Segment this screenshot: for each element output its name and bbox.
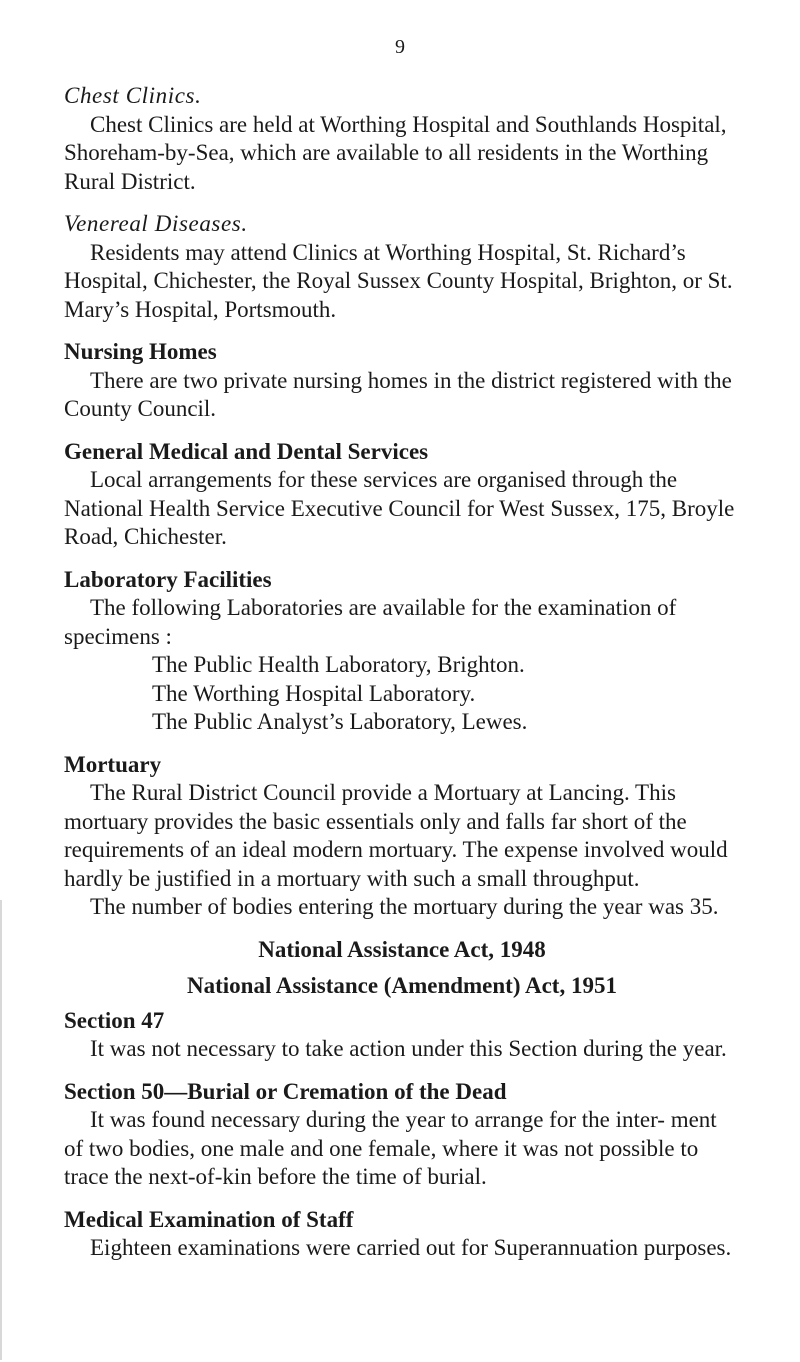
list-item: The Worthing Hospital Laboratory.: [152, 680, 476, 706]
section-body: Local arrangements for these services are organised through the National Health Service Executive Council for West Sussex, 175, Broyle Road, Chichester.: [64, 467, 735, 549]
section-heading: General Medical and Dental Services: [64, 438, 429, 464]
act-title-1948: National Assistance Act, 1948: [258, 936, 546, 962]
section-heading: Section 50—Burial or Cremation of the Dead: [64, 1078, 507, 1104]
laboratory-list: [64, 651, 740, 737]
section-heading: Section 47: [64, 1007, 165, 1033]
section-body: The Rural District Council provide a Mortuary at Lancing. This mortuary provides the basic essentials only and falls far short of the requirements of an ideal modern mortuary. The expense involved would hardly be justified in a mortuary with such a small throughput.: [64, 780, 728, 891]
section-body: Chest Clinics are held at Worthing Hospital and Southlands Hospital, Shoreham-by-Sea, which are available to all residents in the Worthing Rural District.: [64, 111, 727, 194]
page-content: [64, 82, 740, 1277]
list-item: The Public Health Laboratory, Brighton.: [152, 652, 525, 677]
margin-rule: [0, 900, 2, 1360]
section-mortuary: [64, 751, 740, 922]
section-heading: Nursing Homes: [64, 339, 217, 364]
section-47: [64, 1007, 740, 1064]
section-body: It was not necessary to take action under this Section during the year.: [90, 1036, 727, 1061]
section-heading: Mortuary: [64, 751, 162, 777]
section-staff-examination: [64, 1206, 740, 1263]
section-heading: Chest Clinics.: [64, 83, 202, 108]
list-item: The Public Analyst’s Laboratory, Lewes.: [152, 709, 528, 734]
act-title-1951: National Assistance (Amendment) Act, 1951: [187, 973, 617, 998]
section-heading: Medical Examination of Staff: [64, 1206, 354, 1232]
section-body: Eighteen examinations were carried out for Superannuation purposes.: [90, 1235, 732, 1260]
section-national-assistance: [64, 936, 740, 1001]
section-nursing-homes: [64, 338, 740, 424]
section-body: There are two private nursing homes in the district registered with the County Council.: [64, 367, 732, 421]
section-heading: Laboratory Facilities: [64, 566, 272, 592]
section-body: It was found necessary during the year to arrange for the inter- ment of two bodies, one male and one female, where it was not possible to trace the next-of-kin before the time of burial.: [64, 1107, 717, 1189]
section-venereal-diseases: [64, 210, 740, 324]
section-body: The following Laboratories are available for the examination of specimens :: [64, 595, 677, 649]
section-laboratory: [64, 566, 740, 737]
section-body-2: The number of bodies entering the mortuary during the year was 35.: [90, 894, 719, 919]
section-chest-clinics: [64, 82, 740, 196]
section-body: Residents may attend Clinics at Worthing Hospital, St. Richard’s Hospital, Chichester, the Royal Sussex County Hospital, Brighton, or St. Mary’s Hospital, Portsmouth.: [64, 239, 733, 322]
page-number: 9: [395, 36, 405, 58]
section-general-medical: [64, 438, 740, 552]
section-50: [64, 1078, 740, 1192]
section-heading: Venereal Diseases.: [64, 211, 248, 236]
